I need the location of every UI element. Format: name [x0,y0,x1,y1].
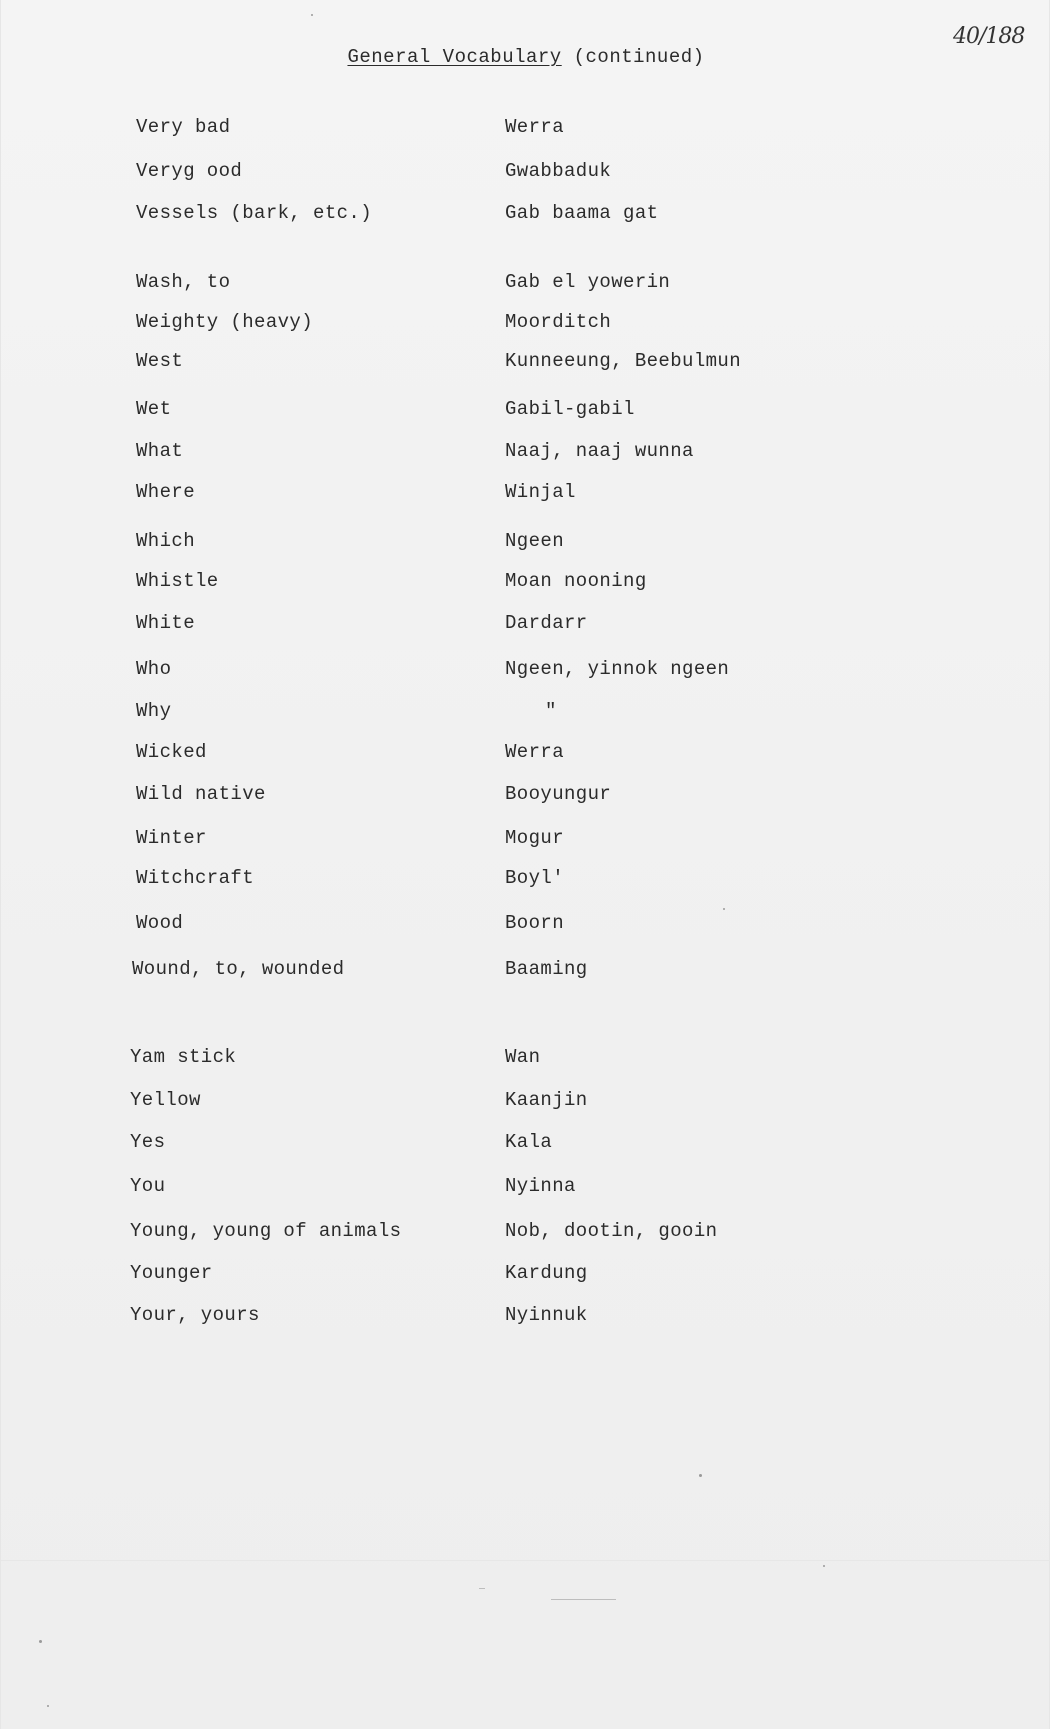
english-term: Wood [136,912,184,934]
english-term: Your, yours [130,1304,260,1326]
vocabulary-entry [1,481,1050,509]
paper-speck [311,14,313,16]
native-term: Gab el yowerin [505,271,671,293]
paper-speck [823,1565,825,1567]
native-term: Nyinnuk [505,1304,588,1326]
paper-speck [699,1474,702,1477]
english-term: What [136,440,184,462]
english-term: Wild native [136,783,266,805]
english-term: Whistle [136,570,219,592]
vocabulary-entry [1,398,1050,426]
english-term: Very bad [136,116,231,138]
english-term: Younger [130,1262,213,1284]
vocabulary-entry [1,827,1050,855]
vocabulary-entry [1,867,1050,895]
english-term: Who [136,658,172,680]
paper-mark [479,1588,485,1589]
vocabulary-entry [1,783,1050,811]
native-term: Dardarr [505,612,588,634]
folio-number: 40/188 [953,24,1025,49]
english-term: Wet [136,398,172,420]
page-title [1,46,1050,68]
vocabulary-entry [1,116,1050,144]
native-term: Gwabbaduk [505,160,612,182]
native-term: Gabil-gabil [505,398,635,420]
native-term: Kardung [505,1262,588,1284]
english-term: White [136,612,196,634]
page-title-main: General Vocabulary [347,46,562,68]
native-term: Kala [505,1131,553,1153]
native-term: Kunneeung, Beebulmun [505,350,742,372]
vocabulary-entry [1,570,1050,598]
native-term: Ngeen [505,530,565,552]
paper-speck [47,1705,49,1707]
native-term: Boyl' [505,867,565,889]
english-term: Where [136,481,196,503]
english-term: Wicked [136,741,207,763]
english-term: Winter [136,827,207,849]
vocabulary-entry [1,912,1050,940]
native-term: Naaj, naaj wunna [505,440,694,462]
vocabulary-entry [1,160,1050,188]
english-term: Weighty (heavy) [136,311,314,333]
vocabulary-entry [1,658,1050,686]
vocabulary-entry [1,1089,1050,1117]
vocabulary-entry [1,1304,1050,1332]
page-fold-line [1,1560,1050,1561]
vocabulary-entry [1,530,1050,558]
vocabulary-entry [1,311,1050,339]
native-term: Moan nooning [505,570,647,592]
english-term: Yam stick [130,1046,237,1068]
native-term: Werra [505,116,565,138]
vocabulary-entry [1,1046,1050,1074]
native-term-ditto: " [545,700,557,722]
english-term: Vessels (bark, etc.) [136,202,373,224]
vocabulary-entry [1,1262,1050,1290]
vocabulary-entry [1,350,1050,378]
native-term: Boorn [505,912,565,934]
english-term: Young, young of animals [130,1220,402,1242]
native-term: Nyinna [505,1175,576,1197]
native-term: Gab baama gat [505,202,659,224]
english-term: Which [136,530,196,552]
vocabulary-entry [1,741,1050,769]
english-term: Yellow [130,1089,201,1111]
english-term: Wound, to, wounded [132,958,345,980]
english-term: Witchcraft [136,867,255,889]
vocabulary-entry [1,1175,1050,1203]
english-term: Why [136,700,172,722]
vocabulary-entry [1,958,1050,986]
vocabulary-entry [1,1220,1050,1248]
native-term: Wan [505,1046,541,1068]
paper-speck [723,908,725,910]
vocabulary-entry [1,440,1050,468]
native-term: Ngeen, yinnok ngeen [505,658,730,680]
vocabulary-entry [1,612,1050,640]
native-term: Baaming [505,958,588,980]
english-term: Wash, to [136,271,231,293]
english-term: Veryg ood [136,160,243,182]
vocabulary-entry [1,202,1050,230]
native-term: Werra [505,741,565,763]
vocabulary-entry [1,271,1050,299]
english-term: You [130,1175,166,1197]
english-term: West [136,350,184,372]
page-title-suffix: (continued) [573,46,705,68]
native-term: Booyungur [505,783,612,805]
native-term: Nob, dootin, gooin [505,1220,718,1242]
vocabulary-entry [1,1131,1050,1159]
vocabulary-entry [1,700,1050,728]
native-term: Winjal [505,481,576,503]
native-term: Mogur [505,827,565,849]
native-term: Moorditch [505,311,612,333]
native-term: Kaanjin [505,1089,588,1111]
english-term: Yes [130,1131,166,1153]
paper-mark [551,1599,616,1600]
paper-speck [39,1640,42,1643]
